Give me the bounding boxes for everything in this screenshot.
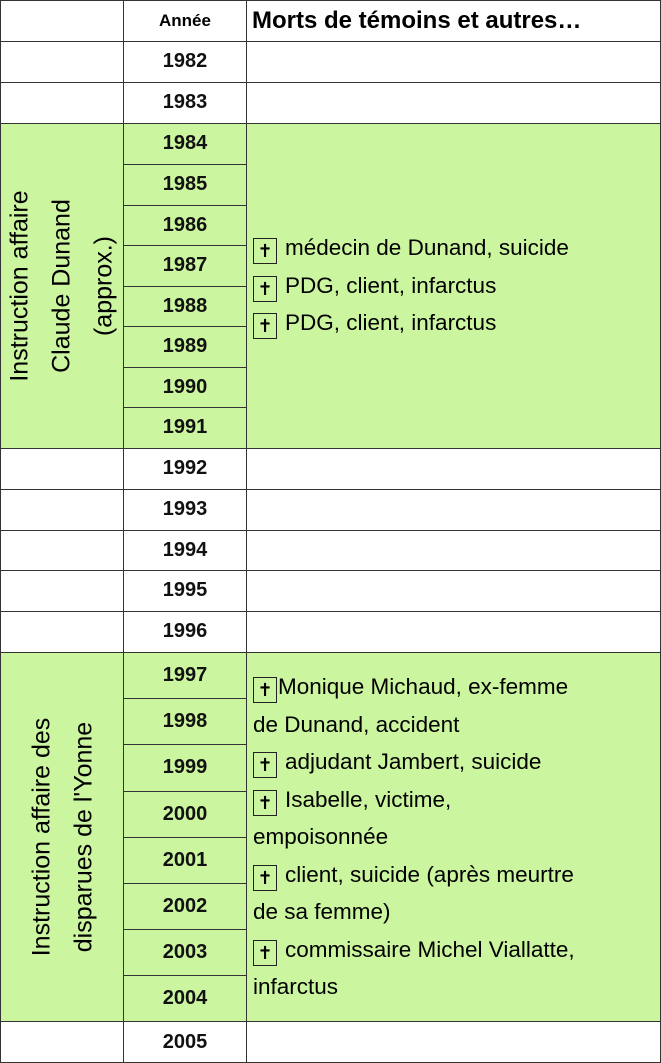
grid-line bbox=[123, 929, 247, 930]
death-text: adjudant Jambert, suicide bbox=[285, 749, 542, 774]
grid-line bbox=[123, 407, 247, 408]
grid-line bbox=[0, 489, 661, 490]
year-cell: 1996 bbox=[162, 620, 208, 642]
grid-line bbox=[0, 611, 661, 612]
grid-line bbox=[123, 164, 247, 165]
death-entry bbox=[253, 743, 658, 781]
death-text: Isabelle, victime, bbox=[285, 786, 452, 812]
year-cell: 2005 bbox=[162, 1030, 208, 1053]
grid-line bbox=[123, 883, 247, 884]
cross-icon: ✝ bbox=[253, 752, 277, 778]
death-entry bbox=[253, 931, 658, 969]
death-text: Monique Michaud, ex-femme bbox=[278, 674, 569, 699]
year-cell: 1989 bbox=[162, 335, 208, 357]
year-cell: 1993 bbox=[162, 498, 208, 520]
year-cell: 1985 bbox=[162, 173, 208, 195]
grid-line bbox=[0, 448, 661, 449]
grid-line bbox=[0, 0, 1, 1063]
death-entry bbox=[253, 229, 658, 267]
death-text: PDG, client, infarctus bbox=[285, 310, 497, 335]
section-1-label-line: Instruction affaire bbox=[6, 189, 34, 382]
grid-line bbox=[123, 286, 247, 287]
grid-line bbox=[0, 1021, 661, 1022]
death-continuation: infarctus bbox=[253, 974, 339, 999]
grid-line bbox=[123, 205, 247, 206]
grid-line bbox=[0, 82, 661, 83]
grid-line bbox=[123, 367, 247, 368]
death-continuation: empoisonnée bbox=[253, 824, 389, 849]
year-cell: 1988 bbox=[162, 294, 208, 317]
year-cell: 2001 bbox=[162, 848, 208, 871]
cross-icon: ✝ bbox=[253, 313, 277, 339]
section-2-label-line: Instruction affaire des bbox=[27, 717, 55, 956]
grid-line bbox=[0, 652, 661, 653]
death-entry bbox=[253, 781, 658, 819]
grid-line bbox=[123, 326, 247, 327]
death-entry bbox=[253, 267, 658, 305]
grid-line bbox=[0, 530, 661, 531]
year-cell: 1998 bbox=[162, 709, 208, 732]
year-cell: 1991 bbox=[162, 416, 208, 438]
grid-line bbox=[123, 975, 247, 976]
death-text: client, suicide (après meurtre bbox=[285, 861, 574, 887]
grid-line bbox=[123, 791, 247, 792]
year-cell: 2002 bbox=[162, 894, 208, 917]
cross-icon: ✝ bbox=[253, 276, 277, 302]
section-1-label-line: (approx.) bbox=[90, 235, 118, 336]
section-1-label-line: Claude Dunand bbox=[48, 198, 76, 373]
grid-line bbox=[123, 744, 247, 745]
deaths-column-header: Morts de témoins et autres… bbox=[252, 6, 582, 34]
grid-line bbox=[123, 837, 247, 838]
death-entry bbox=[253, 668, 658, 706]
year-column-header: Année bbox=[159, 10, 211, 30]
death-entry bbox=[253, 304, 658, 342]
death-text: PDG, client, infarctus bbox=[285, 272, 497, 298]
grid-line bbox=[0, 0, 661, 1]
year-cell: 1986 bbox=[162, 213, 208, 236]
year-cell: 2000 bbox=[162, 802, 208, 825]
section-2-label bbox=[0, 652, 124, 1021]
year-cell: 2003 bbox=[162, 940, 208, 963]
death-text: commissaire Michel Viallatte, bbox=[285, 936, 575, 962]
death-entry bbox=[253, 856, 658, 894]
year-cell: 1982 bbox=[162, 50, 208, 72]
grid-line bbox=[0, 123, 661, 124]
section-1-label bbox=[0, 123, 124, 448]
death-continuation: de sa femme) bbox=[253, 899, 391, 924]
year-cell: 1992 bbox=[162, 457, 208, 479]
year-cell: 1984 bbox=[162, 132, 208, 154]
cross-icon: ✝ bbox=[253, 238, 277, 264]
grid-line bbox=[0, 41, 661, 42]
section-1-deaths bbox=[253, 229, 658, 342]
year-cell: 1995 bbox=[162, 579, 208, 601]
year-cell: 1997 bbox=[162, 663, 208, 686]
year-cell: 1999 bbox=[162, 756, 208, 778]
grid-line bbox=[123, 698, 247, 699]
grid-line bbox=[246, 0, 247, 1063]
grid-line bbox=[0, 570, 661, 571]
section-2-label-line: disparues de l'Yonne bbox=[69, 721, 97, 952]
death-continuation: de Dunand, accident bbox=[253, 711, 460, 737]
cross-icon: ✝ bbox=[253, 790, 277, 816]
grid-line bbox=[123, 245, 247, 246]
cross-icon: ✝ bbox=[253, 940, 277, 966]
year-cell: 1983 bbox=[162, 91, 208, 113]
death-text: médecin de Dunand, suicide bbox=[285, 235, 569, 260]
year-cell: 1987 bbox=[162, 254, 208, 276]
cross-icon: ✝ bbox=[253, 865, 277, 891]
year-cell: 1990 bbox=[162, 375, 208, 398]
cross-icon: ✝ bbox=[253, 677, 277, 703]
grid-line bbox=[123, 0, 124, 1063]
year-cell: 2004 bbox=[162, 986, 208, 1009]
year-cell: 1994 bbox=[162, 538, 208, 561]
section-2-deaths bbox=[253, 668, 658, 1006]
